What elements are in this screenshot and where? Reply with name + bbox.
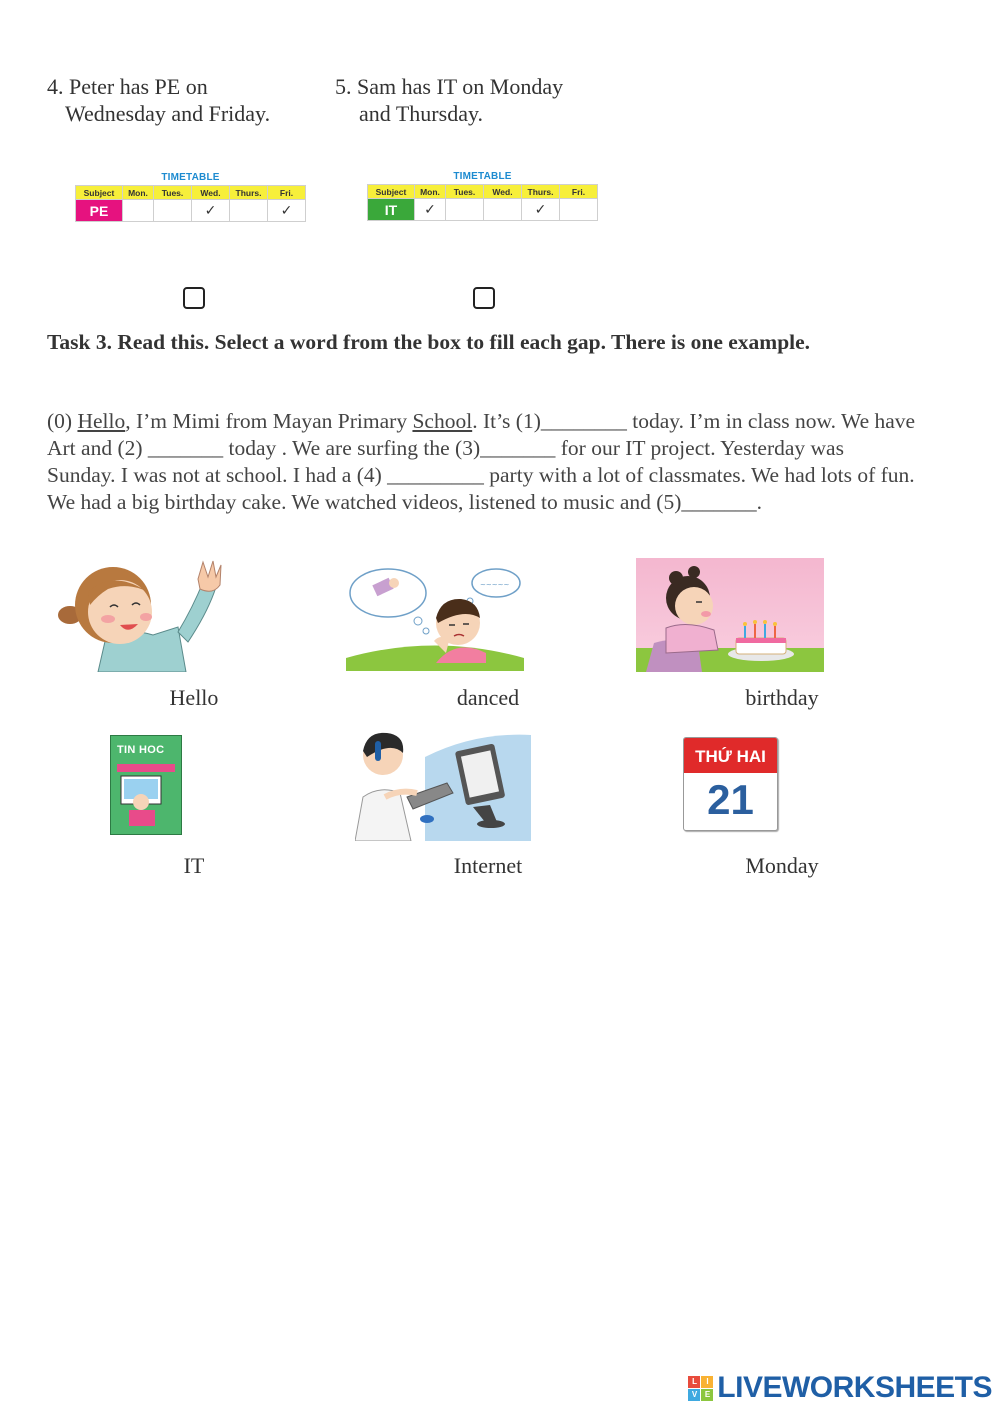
header-subject: Subject: [76, 186, 123, 200]
mark-cell: ✓: [522, 199, 560, 221]
header-fri: Fri.: [268, 186, 306, 200]
question-4: [47, 73, 270, 127]
para-prefix: (0): [47, 409, 78, 433]
question-4-line2: Wednesday and Friday.: [65, 101, 271, 126]
timetable-title: TIMETABLE: [161, 172, 220, 183]
answer-checkbox-5[interactable]: [473, 287, 495, 309]
word-internet[interactable]: Internet: [453, 853, 523, 878]
calendar-day: 21: [707, 776, 754, 823]
svg-text:~~~~~: ~~~~~: [480, 581, 510, 589]
timetable-pe: [75, 172, 306, 222]
calendar-picture: [683, 737, 778, 831]
mark-cell: ✓: [415, 199, 446, 221]
birthday-cake-picture: [636, 558, 824, 672]
mark-cell: [484, 199, 522, 221]
header-mon: Mon.: [415, 185, 446, 199]
book-cover-art: [111, 736, 181, 834]
mark-cell: [230, 200, 268, 222]
task3-heading: Task 3. Read this. Select a word from the box to fill each gap. There is one example.: [47, 330, 811, 354]
mark-cell: [154, 200, 192, 222]
question-5-line1: 5. Sam has IT on Monday: [335, 74, 564, 99]
question-5: [335, 73, 563, 127]
header-mon: Mon.: [123, 186, 154, 200]
question-4-line1: 4. Peter has PE on: [47, 74, 208, 99]
word-birthday[interactable]: birthday: [745, 685, 819, 710]
word-hello[interactable]: Hello: [169, 685, 219, 710]
girl-waving-picture: [58, 557, 223, 672]
timetable-grid: [367, 184, 598, 221]
header-thurs: Thurs.: [522, 185, 560, 199]
timetable-it: [367, 171, 598, 221]
calendar-header: THỨ HAI: [695, 747, 766, 766]
header-wed: Wed.: [484, 185, 522, 199]
header-wed: Wed.: [192, 186, 230, 200]
header-tues: Tues.: [446, 185, 484, 199]
subject-cell: IT: [368, 199, 415, 221]
word-monday[interactable]: Monday: [745, 853, 819, 878]
answer-checkbox-4[interactable]: [183, 287, 205, 309]
word-it[interactable]: IT: [183, 853, 205, 878]
header-thurs: Thurs.: [230, 186, 268, 200]
mark-cell: [560, 199, 598, 221]
subject-cell: PE: [76, 200, 123, 222]
header-subject: Subject: [368, 185, 415, 199]
header-fri: Fri.: [560, 185, 598, 199]
liveworksheets-logo: [688, 1371, 992, 1405]
mark-cell: [123, 200, 154, 222]
task3-paragraph: [47, 408, 917, 516]
mark-cell: ✓: [192, 200, 230, 222]
para-text: , I’m Mimi from Mayan Primary: [125, 409, 413, 433]
book-title: TIN HOC: [117, 744, 165, 756]
it-book-picture: [110, 735, 182, 835]
boy-computer-picture: [355, 727, 531, 841]
underlined-school: School: [412, 409, 473, 433]
header-tues: Tues.: [154, 186, 192, 200]
logo-mark-icon: L I V E: [688, 1376, 713, 1401]
logo-text: LIVEWORKSHEETS: [717, 1371, 992, 1404]
para-text: . It’s (1)________ today. I’m in class now. We have Art and (2) _______ today . We are surfing the (3)_______ for our IT project. Yesterday was Sunday. I was not at school. I had a (4) _________ party with a lot of classmates. We had lots of fun. We had a big birthday cake. We watched videos, listened to music and (5)_______.: [47, 409, 916, 514]
timetable-title: TIMETABLE: [453, 171, 512, 182]
boy-dreaming-picture: [346, 563, 524, 671]
word-danced[interactable]: danced: [456, 685, 520, 710]
timetable-grid: [75, 185, 306, 222]
mark-cell: [446, 199, 484, 221]
mark-cell: ✓: [268, 200, 306, 222]
question-5-line2: and Thursday.: [359, 101, 484, 126]
example-answer-hello: Hello: [77, 409, 126, 433]
